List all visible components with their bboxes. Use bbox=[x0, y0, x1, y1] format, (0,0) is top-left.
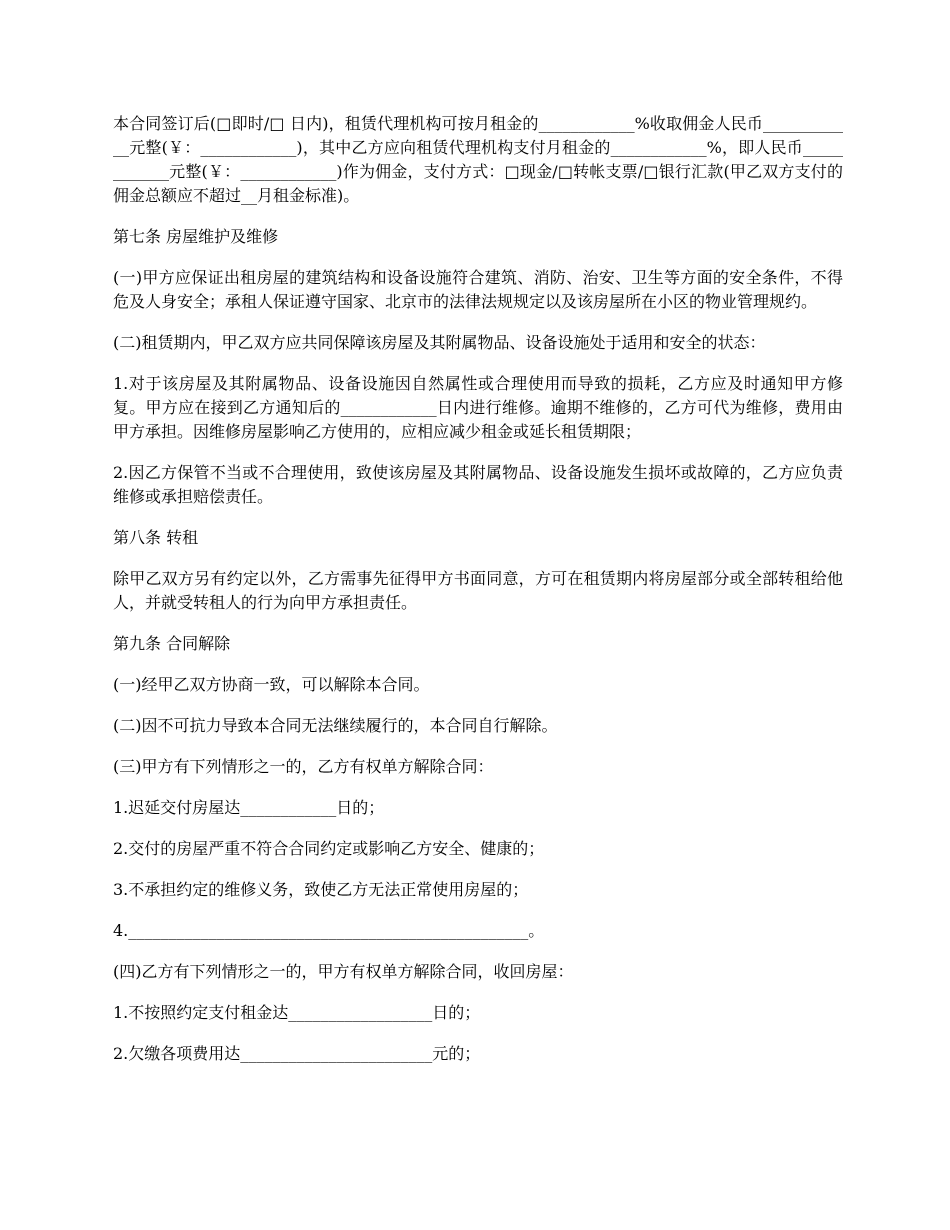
paragraph-9-4-item-2: 2.欠缴各项费用达________________________元的； bbox=[113, 1044, 481, 1063]
document-page bbox=[113, 112, 843, 1083]
heading-article-7: 第七条 房屋维护及维修 bbox=[113, 227, 279, 246]
paragraph-commission: 本合同签订后(□即时/□ 日内)，租赁代理机构可按月租金的____________%收取佣金人民币____________元整(￥：____________)，其中乙方应向租赁代理机构支付月租金的____________%，即人民币____________元整(￥：____________)作为佣金，支付方式：□现金/□转帐支票/□银行汇款(甲乙双方支付的佣金总额应不超过__月租金标准)。 bbox=[113, 114, 843, 205]
paragraph-7-2-item-1: 1.对于该房屋及其附属物品、设备设施因自然属性或合理使用而导致的损耗，乙方应及时通知甲方修复。甲方应在接到乙方通知后的____________日内进行维修。逾期不维修的，乙方可代为维修，费用由甲方承担。因维修房屋影响乙方使用的，应相应减少租金或延长租赁期限； bbox=[113, 374, 843, 441]
paragraph-9-3-item-4: 4.__________________________________________________。 bbox=[113, 921, 545, 940]
paragraph-9-3-item-3: 3.不承担约定的维修义务，致使乙方无法正常使用房屋的； bbox=[113, 880, 529, 899]
paragraph-9-3: (三)甲方有下列情形之一的，乙方有权单方解除合同： bbox=[113, 757, 494, 776]
paragraph-9-4-item-1: 1.不按照约定支付租金达__________________日的； bbox=[113, 1003, 481, 1022]
paragraph-8: 除甲乙双方另有约定以外，乙方需事先征得甲方书面同意，方可在租赁期内将房屋部分或全部转租给他人，并就受转租人的行为向甲方承担责任。 bbox=[113, 569, 843, 612]
paragraph-7-2: (二)租赁期内，甲乙双方应共同保障该房屋及其附属物品、设备设施处于适用和安全的状态： bbox=[113, 333, 766, 352]
paragraph-9-3-item-1: 1.迟延交付房屋达____________日的； bbox=[113, 798, 385, 817]
paragraph-9-1: (一)经甲乙双方协商一致，可以解除本合同。 bbox=[113, 675, 430, 694]
heading-article-9: 第九条 合同解除 bbox=[113, 634, 231, 653]
paragraph-9-2: (二)因不可抗力导致本合同无法继续履行的，本合同自行解除。 bbox=[113, 716, 558, 735]
paragraph-7-1: (一)甲方应保证出租房屋的建筑结构和设备设施符合建筑、消防、治安、卫生等方面的安全条件，不得危及人身安全；承租人保证遵守国家、北京市的法律法规规定以及该房屋所在小区的物业管理规约。 bbox=[113, 268, 843, 311]
heading-article-8: 第八条 转租 bbox=[113, 528, 199, 547]
paragraph-7-2-item-2: 2.因乙方保管不当或不合理使用，致使该房屋及其附属物品、设备设施发生损坏或故障的，乙方应负责维修或承担赔偿责任。 bbox=[113, 463, 843, 506]
paragraph-9-4: (四)乙方有下列情形之一的，甲方有权单方解除合同，收回房屋： bbox=[113, 962, 574, 981]
paragraph-9-3-item-2: 2.交付的房屋严重不符合合同约定或影响乙方安全、健康的； bbox=[113, 839, 545, 858]
